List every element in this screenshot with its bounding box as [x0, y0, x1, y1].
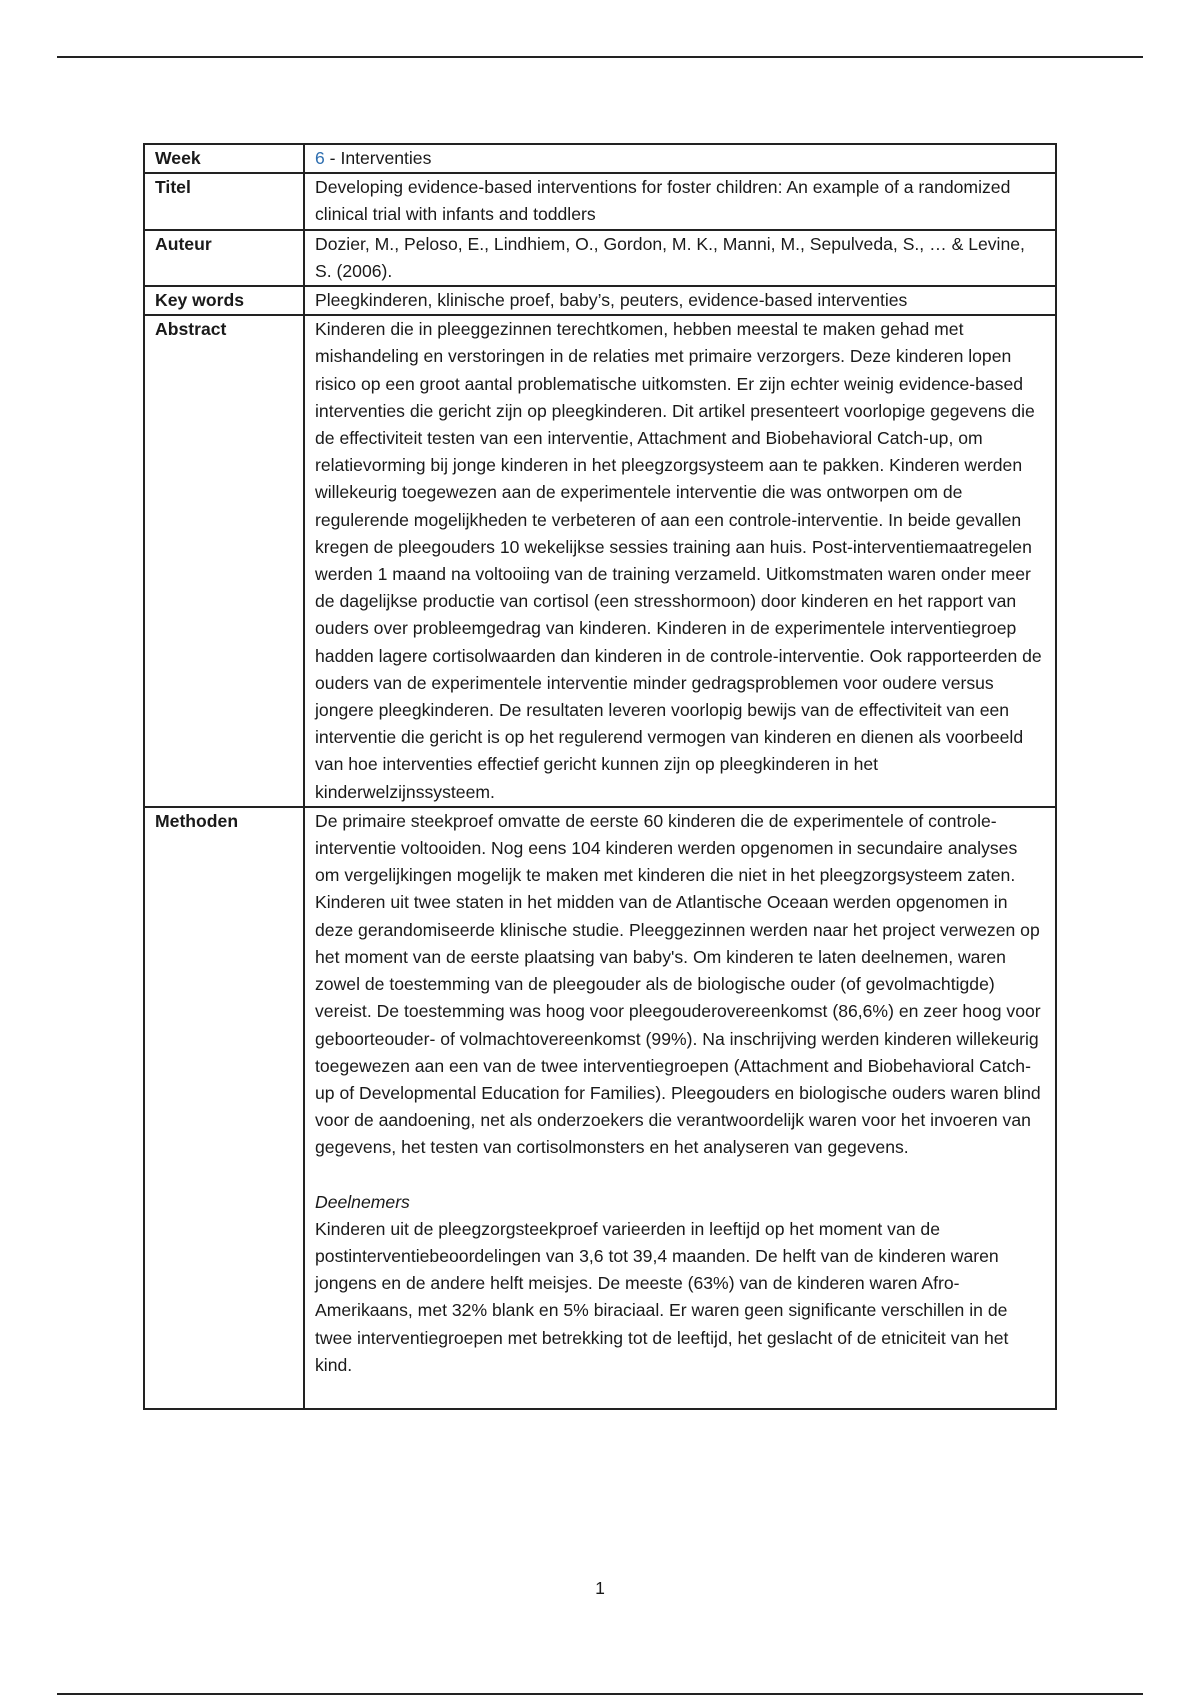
article-summary-table	[143, 143, 1057, 1410]
value-week	[304, 144, 1056, 173]
footer-rule	[57, 1693, 1143, 1695]
row-auteur	[144, 230, 1056, 286]
label-methoden: Methoden	[144, 807, 304, 1409]
row-titel	[144, 173, 1056, 229]
row-week	[144, 144, 1056, 173]
deelnemers-heading: Deelnemers	[315, 1191, 410, 1212]
label-week: Week	[144, 144, 304, 173]
methoden-paragraph: De primaire steekproef omvatte de eerste 60 kinderen die de experimentele of controle-interventie voltooiden. Nog eens 104 kinderen werden opgenomen in secundaire analyses om vergelijkingen mogelijk te maken met kinderen die niet in het pleegzorgsysteem zaten. Kinderen uit twee staten in het midden van de Atlantische Oceaan werden opgenomen in deze gerandomiseerde klinische studie. Pleeggezinnen werden naar het project verwezen op het moment van de eerste plaatsing van baby's. Om kinderen te laten deelnemen, waren zowel de toestemming van de pleegouder als de biologische ouder (of gevolmachtigde) vereist. De toestemming was hoog voor pleegouderovereenkomst (86,6%) en zeer hoog voor geboorteouder- of volmachtovereenkomst (99%). Na inschrijving werden kinderen willekeurig toegewezen aan een van de twee interventiegroepen (Attachment and Biobehavioral Catch-up of Developmental Education for Families). Pleegouders en biologische ouders waren blind voor de aandoening, net als onderzoekers die verantwoordelijk waren voor het invoeren van gegevens, het testen van cortisolmonsters en het analyseren van gegevens.	[315, 810, 1041, 1158]
deelnemers-paragraph: Kinderen uit de pleegzorgsteekproef varieerden in leeftijd op het moment van de postinterventiebeoordelingen van 3,6 tot 39,4 maanden. De helft van de kinderen waren jongens en de andere helft meisjes. De meeste (63%) van de kinderen waren Afro-Amerikaans, met 32% blank en 5% biraciaal. Er waren geen significante verschillen in de twee interventiegroepen met betrekking tot de leeftijd, het geslacht of de etniciteit van het kind.	[315, 1218, 1009, 1375]
week-number: 6	[315, 148, 325, 168]
row-methoden	[144, 807, 1056, 1409]
page-number: 1	[595, 1578, 605, 1598]
value-titel: Developing evidence-based interventions for foster children: An example of a randomized clinical trial with infants and toddlers	[304, 173, 1056, 229]
label-keywords: Key words	[144, 286, 304, 315]
label-abstract: Abstract	[144, 315, 304, 807]
value-auteur: Dozier, M., Peloso, E., Lindhiem, O., Gordon, M. K., Manni, M., Sepulveda, S., … & Levine, S. (2006).	[304, 230, 1056, 286]
value-abstract: Kinderen die in pleeggezinnen terechtkomen, hebben meestal te maken gehad met mishandeling en verstoringen in de relaties met primaire verzorgers. Deze kinderen lopen risico op een groot aantal problematische uitkomsten. Er zijn echter weinig evidence-based interventies die gericht zijn op pleegkinderen. Dit artikel presenteert voorlopige gegevens die de effectiviteit testen van een interventie, Attachment and Biobehavioral Catch-up, om relatievorming bij jonge kinderen in het pleegzorgsysteem aan te pakken. Kinderen werden willekeurig toegewezen aan de experimentele interventie die was ontworpen om de regulerende mogelijkheden te verbeteren of aan een controle-interventie. In beide gevallen kregen de pleegouders 10 wekelijkse sessies training aan huis. Post-interventiemaatregelen werden 1 maand na voltooiing van de training verzameld. Uitkomstmaten waren onder meer de dagelijkse productie van cortisol (een stresshormoon) door kinderen en het rapport van ouders over probleemgedrag van kinderen. Kinderen in de experimentele interventiegroep hadden lagere cortisolwaarden dan kinderen in de controle-interventie. Ook rapporteerden de ouders van de experimentele interventie minder gedragsproblemen voor oudere versus jongere pleegkinderen. De resultaten leveren voorlopig bewijs van de effectiviteit van een interventie die gericht is op het regulerend vermogen van kinderen en dienen als voorbeeld van hoe interventies effectief gericht kunnen zijn op pleegkinderen in het kinderwelzijnssysteem.	[304, 315, 1056, 807]
week-topic: Interventies	[340, 148, 432, 168]
label-titel: Titel	[144, 173, 304, 229]
row-abstract	[144, 315, 1056, 807]
week-separator: -	[324, 148, 341, 168]
value-methoden	[304, 807, 1056, 1409]
header-rule	[57, 56, 1143, 58]
row-keywords	[144, 286, 1056, 315]
value-keywords: Pleegkinderen, klinische proef, baby’s, peuters, evidence-based interventies	[304, 286, 1056, 315]
label-auteur: Auteur	[144, 230, 304, 286]
